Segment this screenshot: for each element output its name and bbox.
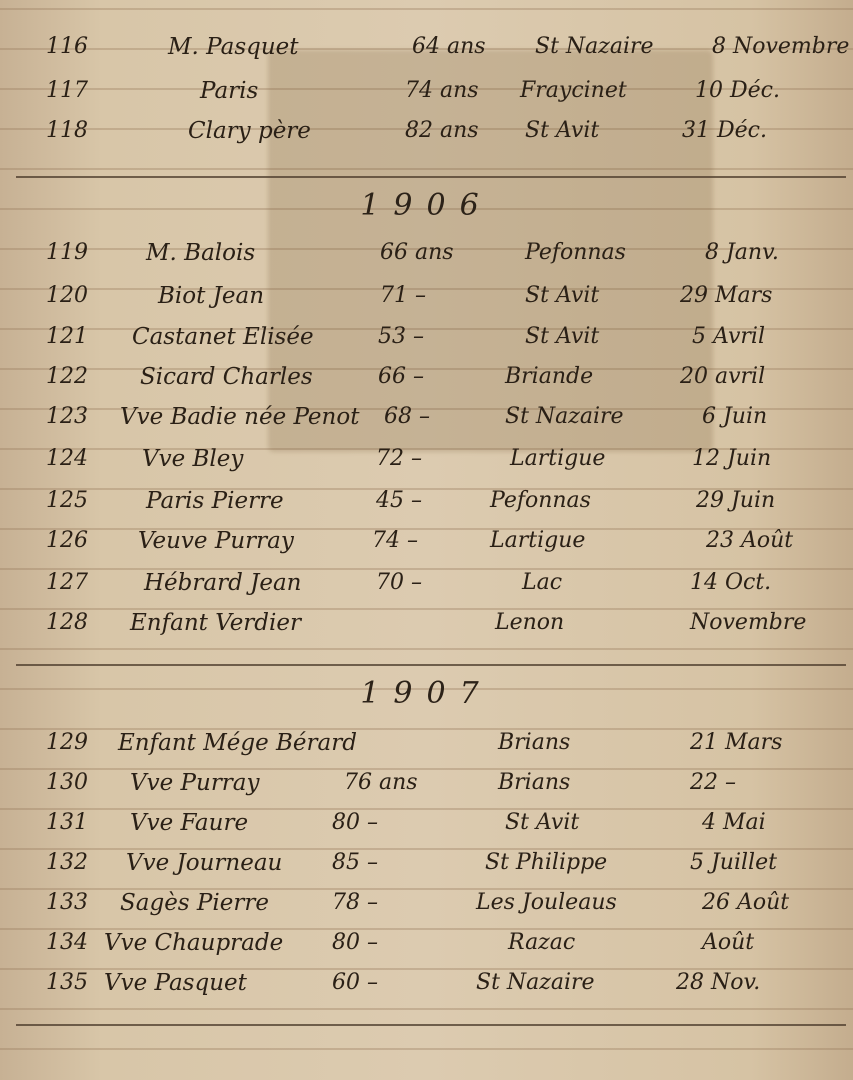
year-heading: 1906 xyxy=(360,188,493,223)
entry-name: Vve Journeau xyxy=(126,850,283,876)
entry-number: 119 xyxy=(46,240,88,265)
entry-date: 4 Mai xyxy=(702,810,766,835)
entry-name: Vve Chauprade xyxy=(104,930,284,956)
entry-name: Sagès Pierre xyxy=(120,890,269,916)
entry-place: St Avit xyxy=(525,118,600,143)
entry-name: Sicard Charles xyxy=(140,364,313,390)
entry-name: Vve Badie née Penot xyxy=(120,404,360,430)
entry-age: 74 – xyxy=(372,528,418,553)
section-divider xyxy=(16,664,846,666)
entry-date: 22 – xyxy=(690,770,736,795)
entry-number: 131 xyxy=(46,810,88,835)
section-divider xyxy=(16,1024,846,1026)
entry-name: Castanet Elisée xyxy=(132,324,314,350)
entry-age: 70 – xyxy=(376,570,422,595)
entry-name: Hébrard Jean xyxy=(144,570,302,596)
entry-number: 123 xyxy=(46,404,88,429)
entry-age: 85 – xyxy=(332,850,378,875)
entry-age: 68 – xyxy=(384,404,430,429)
entry-place: Lac xyxy=(522,570,563,595)
ledger-row xyxy=(0,842,853,882)
ledger-row xyxy=(0,602,853,642)
entry-number: 134 xyxy=(46,930,88,955)
entry-place: Pefonnas xyxy=(525,240,626,265)
entry-name: M. Pasquet xyxy=(168,34,299,60)
ledger-row xyxy=(0,520,853,560)
entry-place: Briande xyxy=(505,364,594,389)
entry-place: Les Jouleaus xyxy=(476,890,617,915)
entry-date: 21 Mars xyxy=(690,730,783,755)
ledger-row xyxy=(0,396,853,436)
entry-number: 121 xyxy=(46,324,88,349)
entry-age: 66 ans xyxy=(380,240,454,265)
section-divider xyxy=(16,176,846,178)
entry-age: 76 ans xyxy=(344,770,418,795)
entry-number: 128 xyxy=(46,610,88,635)
entry-date: 26 Août xyxy=(702,890,790,915)
entry-place: St Avit xyxy=(525,283,600,308)
entry-date: 28 Nov. xyxy=(676,970,761,995)
entry-place: Fraycinet xyxy=(520,78,627,103)
entry-place: Brians xyxy=(498,730,571,755)
entry-date: 23 Août xyxy=(706,528,794,553)
entry-name: Paris xyxy=(200,78,259,104)
entry-number: 127 xyxy=(46,570,88,595)
entry-name: Vve Faure xyxy=(130,810,249,836)
entry-name: M. Balois xyxy=(146,240,256,266)
entry-number: 135 xyxy=(46,970,88,995)
entry-date: Novembre xyxy=(690,610,807,635)
ledger-row xyxy=(0,762,853,802)
ledger-row xyxy=(0,882,853,922)
entry-date: 12 Juin xyxy=(692,446,772,471)
entry-place: Lartigue xyxy=(490,528,586,553)
entry-number: 132 xyxy=(46,850,88,875)
entry-number: 116 xyxy=(46,34,88,59)
entry-place: St Nazaire xyxy=(535,34,654,59)
entry-name: Vve Purray xyxy=(130,770,260,796)
entry-age: 71 – xyxy=(380,283,426,308)
ledger-row xyxy=(0,438,853,478)
entry-number: 130 xyxy=(46,770,88,795)
ledger-row xyxy=(0,922,853,962)
entry-name: Biot Jean xyxy=(158,283,265,309)
ledger-row xyxy=(0,722,853,762)
entry-age: 80 – xyxy=(332,930,378,955)
entry-date: 8 Janv. xyxy=(705,240,779,265)
entry-age: 64 ans xyxy=(412,34,486,59)
ledger-row xyxy=(0,562,853,602)
entry-date: 8 Novembre xyxy=(712,34,850,59)
entry-place: Lenon xyxy=(495,610,565,635)
entry-date: 10 Déc. xyxy=(695,78,780,103)
entry-number: 118 xyxy=(46,118,88,143)
ledger-row xyxy=(0,802,853,842)
ledger-row xyxy=(0,110,853,150)
entry-place: St Philippe xyxy=(485,850,608,875)
entry-age: 74 ans xyxy=(405,78,479,103)
entry-name: Vve Bley xyxy=(142,446,244,472)
entry-place: Brians xyxy=(498,770,571,795)
ledger-row xyxy=(0,480,853,520)
entry-age: 78 – xyxy=(332,890,378,915)
entry-number: 125 xyxy=(46,488,88,513)
entry-name: Veuve Purray xyxy=(138,528,294,554)
ledger-row xyxy=(0,356,853,396)
entry-date: 5 Avril xyxy=(692,324,766,349)
entry-number: 122 xyxy=(46,364,88,389)
ledger-row xyxy=(0,316,853,356)
entry-date: 14 Oct. xyxy=(690,570,772,595)
entry-number: 126 xyxy=(46,528,88,553)
entry-name: Enfant Verdier xyxy=(130,610,301,636)
entry-place: Lartigue xyxy=(510,446,606,471)
ledger-row xyxy=(0,70,853,110)
entry-name: Vve Pasquet xyxy=(104,970,247,996)
entry-number: 117 xyxy=(46,78,88,103)
entry-place: St Avit xyxy=(525,324,600,349)
entry-age: 80 – xyxy=(332,810,378,835)
entry-name: Enfant Mége Bérard xyxy=(118,730,357,756)
entry-age: 60 – xyxy=(332,970,378,995)
ledger-row xyxy=(0,275,853,315)
entry-place: St Avit xyxy=(505,810,580,835)
entry-number: 133 xyxy=(46,890,88,915)
entry-place: St Nazaire xyxy=(505,404,624,429)
entry-age: 53 – xyxy=(378,324,424,349)
entry-age: 45 – xyxy=(376,488,422,513)
entry-date: 20 avril xyxy=(680,364,766,389)
entry-age: 72 – xyxy=(376,446,422,471)
entry-name: Clary père xyxy=(188,118,311,144)
ledger-row xyxy=(0,232,853,272)
entry-age: 82 ans xyxy=(405,118,479,143)
entry-name: Paris Pierre xyxy=(146,488,284,514)
entry-date: 6 Juin xyxy=(702,404,768,429)
entry-place: St Nazaire xyxy=(476,970,595,995)
entry-number: 120 xyxy=(46,283,88,308)
entry-place: Pefonnas xyxy=(490,488,591,513)
entry-number: 129 xyxy=(46,730,88,755)
ledger-row xyxy=(0,26,853,66)
entry-date: 31 Déc. xyxy=(682,118,767,143)
ledger-row xyxy=(0,962,853,1002)
year-heading: 1907 xyxy=(360,676,493,711)
entry-age: 66 – xyxy=(378,364,424,389)
entry-number: 124 xyxy=(46,446,88,471)
entry-date: 29 Mars xyxy=(680,283,773,308)
entry-date: Août xyxy=(702,930,755,955)
entry-date: 5 Juillet xyxy=(690,850,777,875)
entry-date: 29 Juin xyxy=(696,488,776,513)
entry-place: Razac xyxy=(508,930,576,955)
